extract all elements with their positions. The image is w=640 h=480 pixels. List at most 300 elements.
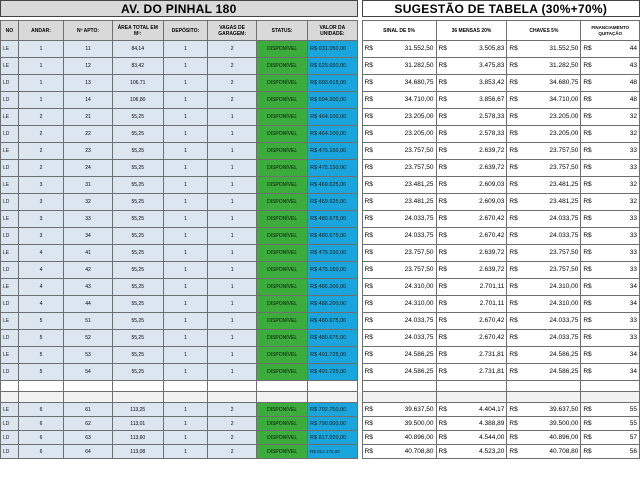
cell-financ[interactable]	[581, 417, 640, 431]
cell-valor[interactable]: R$ 475.150,00	[308, 245, 357, 262]
cell-mensais[interactable]	[436, 279, 507, 296]
cell-deposito[interactable]: 1	[163, 245, 207, 262]
cell-mensais[interactable]	[436, 143, 507, 160]
cell-vagas[interactable]: 1	[208, 296, 257, 313]
cell-mensais[interactable]	[436, 177, 507, 194]
cell-sinal[interactable]	[362, 445, 436, 459]
cell-deposito[interactable]: 1	[163, 403, 207, 417]
cell-sinal[interactable]	[362, 92, 436, 109]
cell-vagas[interactable]: 2	[208, 58, 257, 75]
cell-side[interactable]: LD	[1, 364, 19, 381]
cell-chaves[interactable]	[507, 126, 581, 143]
cell-chaves[interactable]	[507, 143, 581, 160]
cell-apto[interactable]: 24	[64, 160, 112, 177]
cell-mensais[interactable]	[436, 41, 507, 58]
cell-status[interactable]: DISPONÍVEL	[257, 160, 308, 177]
cell-mensais[interactable]	[436, 347, 507, 364]
cell-mensais[interactable]	[436, 109, 507, 126]
cell-apto[interactable]: 63	[64, 431, 112, 445]
cell-deposito[interactable]: 1	[163, 92, 207, 109]
cell-andar[interactable]: 2	[18, 126, 64, 143]
cell-vagas[interactable]: 1	[208, 262, 257, 279]
cell-valor[interactable]: R$ 694.200,00	[308, 92, 357, 109]
cell-apto[interactable]: 13	[64, 75, 112, 92]
cell-financ[interactable]	[581, 431, 640, 445]
cell-financ[interactable]	[581, 194, 640, 211]
cell-chaves[interactable]	[507, 75, 581, 92]
cell-status[interactable]: DISPONÍVEL	[257, 58, 308, 75]
cell-side[interactable]: LE	[1, 143, 19, 160]
cell-vagas[interactable]: 2	[208, 41, 257, 58]
cell-deposito[interactable]: 1	[163, 445, 207, 459]
header-vagas[interactable]: VAGAS DE GARAGEM:	[208, 21, 257, 41]
cell-financ[interactable]	[581, 403, 640, 417]
cell-valor[interactable]: R$ 480.675,00	[308, 228, 357, 245]
cell-apto[interactable]: 61	[64, 403, 112, 417]
cell-status[interactable]: DISPONÍVEL	[257, 75, 308, 92]
cell-financ[interactable]	[581, 177, 640, 194]
cell-valor[interactable]: R$ 480.675,00	[308, 211, 357, 228]
cell-deposito[interactable]: 1	[163, 431, 207, 445]
cell-vagas[interactable]: 1	[208, 279, 257, 296]
cell-andar[interactable]: 6	[18, 403, 64, 417]
cell-andar[interactable]: 1	[18, 58, 64, 75]
cell-status[interactable]: DISPONÍVEL	[257, 228, 308, 245]
header-apto[interactable]: Nº APTO:	[64, 21, 112, 41]
cell-andar[interactable]: 5	[18, 364, 64, 381]
cell-side[interactable]: LD	[1, 160, 19, 177]
cell-mensais[interactable]	[436, 262, 507, 279]
cell-apto[interactable]: 11	[64, 41, 112, 58]
cell-apto[interactable]: 12	[64, 58, 112, 75]
cell-sinal[interactable]	[362, 296, 436, 313]
cell-chaves[interactable]	[507, 194, 581, 211]
cell-valor[interactable]: R$ 464.100,00	[308, 109, 357, 126]
cell-area[interactable]: 83,42	[112, 58, 163, 75]
cell-andar[interactable]: 2	[18, 160, 64, 177]
cell-sinal[interactable]	[362, 313, 436, 330]
cell-status[interactable]: DISPONÍVEL	[257, 417, 308, 431]
cell-valor[interactable]: R$ 475.150,00	[308, 160, 357, 177]
cell-status[interactable]: DISPONÍVEL	[257, 245, 308, 262]
cell-status[interactable]: DISPONÍVEL	[257, 364, 308, 381]
cell-apto[interactable]: 52	[64, 330, 112, 347]
cell-vagas[interactable]: 1	[208, 143, 257, 160]
cell-chaves[interactable]	[507, 109, 581, 126]
cell-mensais[interactable]	[436, 431, 507, 445]
cell-area[interactable]: 113,60	[112, 431, 163, 445]
cell-area[interactable]: 55,25	[112, 330, 163, 347]
cell-chaves[interactable]	[507, 445, 581, 459]
cell-financ[interactable]	[581, 160, 640, 177]
cell-andar[interactable]: 3	[18, 211, 64, 228]
header-col0[interactable]: NO	[1, 21, 19, 41]
header-valor[interactable]: VALOR DA UNIDADE:	[308, 21, 357, 41]
cell-sinal[interactable]	[362, 41, 436, 58]
cell-financ[interactable]	[581, 296, 640, 313]
cell-financ[interactable]	[581, 211, 640, 228]
header-mensais[interactable]: 36 MENSAS 20%	[436, 21, 507, 41]
cell-financ[interactable]	[581, 75, 640, 92]
cell-deposito[interactable]: 1	[163, 126, 207, 143]
cell-sinal[interactable]	[362, 417, 436, 431]
cell-vagas[interactable]: 1	[208, 194, 257, 211]
cell-mensais[interactable]	[436, 211, 507, 228]
cell-sinal[interactable]	[362, 262, 436, 279]
cell-area[interactable]: 106,80	[112, 92, 163, 109]
cell-andar[interactable]: 2	[18, 143, 64, 160]
cell-status[interactable]: DISPONÍVEL	[257, 330, 308, 347]
cell-side[interactable]: LE	[1, 41, 19, 58]
cell-deposito[interactable]: 1	[163, 417, 207, 431]
cell-chaves[interactable]	[507, 431, 581, 445]
cell-area[interactable]: 55,25	[112, 160, 163, 177]
cell-side[interactable]: LD	[1, 445, 19, 459]
cell-area[interactable]: 55,25	[112, 279, 163, 296]
cell-financ[interactable]	[581, 262, 640, 279]
cell-valor[interactable]: R$ 475.150,00	[308, 262, 357, 279]
cell-financ[interactable]	[581, 92, 640, 109]
cell-deposito[interactable]: 1	[163, 194, 207, 211]
cell-side[interactable]: LD	[1, 431, 19, 445]
cell-status[interactable]: DISPONÍVEL	[257, 41, 308, 58]
cell-vagas[interactable]: 2	[208, 431, 257, 445]
cell-deposito[interactable]: 1	[163, 143, 207, 160]
cell-side[interactable]: LD	[1, 417, 19, 431]
cell-andar[interactable]: 4	[18, 279, 64, 296]
cell-mensais[interactable]	[436, 194, 507, 211]
cell-apto[interactable]: 42	[64, 262, 112, 279]
cell-deposito[interactable]: 1	[163, 347, 207, 364]
cell-financ[interactable]	[581, 58, 640, 75]
cell-side[interactable]: LE	[1, 109, 19, 126]
cell-valor[interactable]: R$ 480.675,00	[308, 330, 357, 347]
header-chaves[interactable]: CHAVES 5%	[507, 21, 581, 41]
cell-area[interactable]: 55,25	[112, 245, 163, 262]
cell-valor[interactable]: R$ 464.100,00	[308, 126, 357, 143]
cell-mensais[interactable]	[436, 417, 507, 431]
cell-side[interactable]: LE	[1, 347, 19, 364]
cell-vagas[interactable]: 2	[208, 445, 257, 459]
cell-financ[interactable]	[581, 109, 640, 126]
cell-deposito[interactable]: 1	[163, 330, 207, 347]
cell-chaves[interactable]	[507, 228, 581, 245]
cell-sinal[interactable]	[362, 330, 436, 347]
header-area[interactable]: ÁREA TOTAL EM M²:	[112, 21, 163, 41]
cell-andar[interactable]: 4	[18, 245, 64, 262]
cell-vagas[interactable]: 1	[208, 211, 257, 228]
cell-valor[interactable]: R$ 486.200,00	[308, 296, 357, 313]
cell-chaves[interactable]	[507, 58, 581, 75]
cell-financ[interactable]	[581, 41, 640, 58]
cell-deposito[interactable]: 1	[163, 296, 207, 313]
cell-apto[interactable]: 14	[64, 92, 112, 109]
cell-chaves[interactable]	[507, 279, 581, 296]
cell-side[interactable]: LE	[1, 313, 19, 330]
cell-side[interactable]: LE	[1, 245, 19, 262]
cell-valor[interactable]: R$ 790.000,00	[308, 417, 357, 431]
cell-apto[interactable]: 22	[64, 126, 112, 143]
cell-mensais[interactable]	[436, 160, 507, 177]
cell-vagas[interactable]: 2	[208, 92, 257, 109]
cell-deposito[interactable]: 1	[163, 313, 207, 330]
cell-financ[interactable]	[581, 364, 640, 381]
cell-valor[interactable]: R$ 625.650,00	[308, 58, 357, 75]
cell-vagas[interactable]: 2	[208, 75, 257, 92]
cell-andar[interactable]: 5	[18, 347, 64, 364]
cell-deposito[interactable]: 1	[163, 41, 207, 58]
cell-status[interactable]: DISPONÍVEL	[257, 296, 308, 313]
cell-financ[interactable]	[581, 279, 640, 296]
cell-vagas[interactable]: 1	[208, 364, 257, 381]
cell-apto[interactable]: 33	[64, 211, 112, 228]
cell-side[interactable]: LD	[1, 92, 19, 109]
header-status[interactable]: STATUS:	[257, 21, 308, 41]
cell-andar[interactable]: 6	[18, 445, 64, 459]
cell-apto[interactable]: 34	[64, 228, 112, 245]
cell-financ[interactable]	[581, 313, 640, 330]
cell-vagas[interactable]: 1	[208, 126, 257, 143]
cell-area[interactable]: 84,14	[112, 41, 163, 58]
cell-sinal[interactable]	[362, 245, 436, 262]
cell-vagas[interactable]: 1	[208, 228, 257, 245]
cell-apto[interactable]: 53	[64, 347, 112, 364]
cell-apto[interactable]: 31	[64, 177, 112, 194]
cell-chaves[interactable]	[507, 177, 581, 194]
cell-andar[interactable]: 5	[18, 330, 64, 347]
cell-andar[interactable]: 3	[18, 228, 64, 245]
cell-vagas[interactable]: 1	[208, 160, 257, 177]
cell-sinal[interactable]	[362, 160, 436, 177]
cell-valor[interactable]: R$ 491.725,00	[308, 364, 357, 381]
cell-mensais[interactable]	[436, 126, 507, 143]
cell-chaves[interactable]	[507, 347, 581, 364]
cell-chaves[interactable]	[507, 313, 581, 330]
cell-side[interactable]: LE	[1, 403, 19, 417]
cell-side[interactable]: LE	[1, 211, 19, 228]
cell-valor[interactable]: R$ 693.615,00	[308, 75, 357, 92]
cell-valor[interactable]: R$ 480.675,00	[308, 313, 357, 330]
cell-area[interactable]: 55,25	[112, 313, 163, 330]
cell-status[interactable]: DISPONÍVEL	[257, 279, 308, 296]
cell-sinal[interactable]	[362, 347, 436, 364]
cell-chaves[interactable]	[507, 417, 581, 431]
cell-valor[interactable]: R$ 814.176,00	[308, 445, 357, 459]
cell-vagas[interactable]: 2	[208, 403, 257, 417]
cell-sinal[interactable]	[362, 279, 436, 296]
cell-vagas[interactable]: 2	[208, 417, 257, 431]
cell-mensais[interactable]	[436, 58, 507, 75]
cell-status[interactable]: DISPONÍVEL	[257, 347, 308, 364]
cell-area[interactable]: 55,25	[112, 143, 163, 160]
cell-chaves[interactable]	[507, 41, 581, 58]
cell-deposito[interactable]: 1	[163, 279, 207, 296]
cell-andar[interactable]: 6	[18, 431, 64, 445]
cell-sinal[interactable]	[362, 177, 436, 194]
cell-apto[interactable]: 21	[64, 109, 112, 126]
cell-deposito[interactable]: 1	[163, 58, 207, 75]
cell-mensais[interactable]	[436, 445, 507, 459]
cell-financ[interactable]	[581, 126, 640, 143]
cell-vagas[interactable]: 1	[208, 330, 257, 347]
cell-area[interactable]: 55,25	[112, 262, 163, 279]
cell-financ[interactable]	[581, 445, 640, 459]
cell-mensais[interactable]	[436, 245, 507, 262]
cell-andar[interactable]: 1	[18, 75, 64, 92]
cell-apto[interactable]: 64	[64, 445, 112, 459]
cell-side[interactable]: LD	[1, 75, 19, 92]
cell-deposito[interactable]: 1	[163, 75, 207, 92]
cell-andar[interactable]: 6	[18, 417, 64, 431]
cell-chaves[interactable]	[507, 245, 581, 262]
cell-andar[interactable]: 1	[18, 41, 64, 58]
cell-sinal[interactable]	[362, 194, 436, 211]
cell-financ[interactable]	[581, 245, 640, 262]
cell-status[interactable]: DISPONÍVEL	[257, 92, 308, 109]
cell-valor[interactable]: R$ 817.920,00	[308, 431, 357, 445]
cell-vagas[interactable]: 1	[208, 313, 257, 330]
cell-area[interactable]: 106,71	[112, 75, 163, 92]
cell-mensais[interactable]	[436, 75, 507, 92]
cell-status[interactable]: DISPONÍVEL	[257, 262, 308, 279]
cell-deposito[interactable]: 1	[163, 109, 207, 126]
cell-deposito[interactable]: 1	[163, 364, 207, 381]
cell-apto[interactable]: 54	[64, 364, 112, 381]
cell-sinal[interactable]	[362, 75, 436, 92]
cell-side[interactable]: LE	[1, 58, 19, 75]
cell-apto[interactable]: 41	[64, 245, 112, 262]
cell-valor[interactable]: R$ 469.625,00	[308, 194, 357, 211]
cell-side[interactable]: LD	[1, 194, 19, 211]
cell-vagas[interactable]: 1	[208, 109, 257, 126]
cell-apto[interactable]: 44	[64, 296, 112, 313]
cell-sinal[interactable]	[362, 364, 436, 381]
cell-area[interactable]: 113,01	[112, 417, 163, 431]
cell-chaves[interactable]	[507, 160, 581, 177]
cell-area[interactable]: 55,25	[112, 347, 163, 364]
cell-financ[interactable]	[581, 347, 640, 364]
cell-deposito[interactable]: 1	[163, 211, 207, 228]
cell-deposito[interactable]: 1	[163, 160, 207, 177]
cell-status[interactable]: DISPONÍVEL	[257, 431, 308, 445]
cell-apto[interactable]: 32	[64, 194, 112, 211]
cell-financ[interactable]	[581, 143, 640, 160]
cell-status[interactable]: DISPONÍVEL	[257, 445, 308, 459]
cell-sinal[interactable]	[362, 109, 436, 126]
cell-mensais[interactable]	[436, 364, 507, 381]
cell-financ[interactable]	[581, 330, 640, 347]
cell-side[interactable]: LD	[1, 126, 19, 143]
header-sinal[interactable]: SINAL DE 5%	[362, 21, 436, 41]
cell-andar[interactable]: 2	[18, 109, 64, 126]
cell-valor[interactable]: R$ 475.150,00	[308, 143, 357, 160]
cell-deposito[interactable]: 1	[163, 228, 207, 245]
cell-area[interactable]: 113,08	[112, 445, 163, 459]
cell-mensais[interactable]	[436, 330, 507, 347]
cell-area[interactable]: 55,25	[112, 228, 163, 245]
cell-sinal[interactable]	[362, 126, 436, 143]
cell-vagas[interactable]: 1	[208, 177, 257, 194]
cell-sinal[interactable]	[362, 58, 436, 75]
cell-status[interactable]: DISPONÍVEL	[257, 403, 308, 417]
cell-valor[interactable]: R$ 491.725,00	[308, 347, 357, 364]
cell-side[interactable]: LD	[1, 296, 19, 313]
cell-chaves[interactable]	[507, 403, 581, 417]
cell-sinal[interactable]	[362, 403, 436, 417]
header-financiamento[interactable]: FINANCIAMENTO QUITAÇÃO	[581, 21, 640, 41]
cell-sinal[interactable]	[362, 211, 436, 228]
cell-apto[interactable]: 43	[64, 279, 112, 296]
cell-sinal[interactable]	[362, 431, 436, 445]
cell-status[interactable]: DISPONÍVEL	[257, 194, 308, 211]
cell-chaves[interactable]	[507, 92, 581, 109]
cell-valor[interactable]: R$ 469.625,00	[308, 177, 357, 194]
cell-financ[interactable]	[581, 228, 640, 245]
cell-status[interactable]: DISPONÍVEL	[257, 126, 308, 143]
cell-status[interactable]: DISPONÍVEL	[257, 177, 308, 194]
cell-status[interactable]: DISPONÍVEL	[257, 211, 308, 228]
cell-chaves[interactable]	[507, 364, 581, 381]
cell-sinal[interactable]	[362, 228, 436, 245]
cell-area[interactable]: 55,25	[112, 194, 163, 211]
cell-chaves[interactable]	[507, 262, 581, 279]
cell-side[interactable]: LE	[1, 279, 19, 296]
cell-status[interactable]: DISPONÍVEL	[257, 143, 308, 160]
cell-apto[interactable]: 23	[64, 143, 112, 160]
cell-area[interactable]: 55,25	[112, 126, 163, 143]
cell-vagas[interactable]: 1	[208, 347, 257, 364]
header-deposito[interactable]: DEPÓSITO:	[163, 21, 207, 41]
cell-andar[interactable]: 3	[18, 194, 64, 211]
cell-chaves[interactable]	[507, 330, 581, 347]
cell-vagas[interactable]: 1	[208, 245, 257, 262]
header-andar[interactable]: ANDAR:	[18, 21, 64, 41]
cell-sinal[interactable]	[362, 143, 436, 160]
cell-deposito[interactable]: 1	[163, 177, 207, 194]
cell-area[interactable]: 55,25	[112, 211, 163, 228]
cell-mensais[interactable]	[436, 403, 507, 417]
cell-area[interactable]: 55,25	[112, 364, 163, 381]
cell-status[interactable]: DISPONÍVEL	[257, 313, 308, 330]
cell-valor[interactable]: R$ 486.200,00	[308, 279, 357, 296]
cell-apto[interactable]: 51	[64, 313, 112, 330]
cell-side[interactable]: LD	[1, 262, 19, 279]
cell-area[interactable]: 55,25	[112, 177, 163, 194]
cell-side[interactable]: LE	[1, 177, 19, 194]
cell-area[interactable]: 55,25	[112, 109, 163, 126]
cell-andar[interactable]: 3	[18, 177, 64, 194]
cell-valor[interactable]: R$ 792.750,00	[308, 403, 357, 417]
cell-mensais[interactable]	[436, 313, 507, 330]
cell-mensais[interactable]	[436, 228, 507, 245]
cell-mensais[interactable]	[436, 296, 507, 313]
cell-apto[interactable]: 62	[64, 417, 112, 431]
cell-area[interactable]: 113,25	[112, 403, 163, 417]
cell-chaves[interactable]	[507, 211, 581, 228]
cell-side[interactable]: LD	[1, 330, 19, 347]
cell-deposito[interactable]: 1	[163, 262, 207, 279]
cell-chaves[interactable]	[507, 296, 581, 313]
cell-andar[interactable]: 5	[18, 313, 64, 330]
cell-mensais[interactable]	[436, 92, 507, 109]
cell-andar[interactable]: 1	[18, 92, 64, 109]
cell-area[interactable]: 55,25	[112, 296, 163, 313]
cell-valor[interactable]: R$ 631.050,00	[308, 41, 357, 58]
cell-side[interactable]: LD	[1, 228, 19, 245]
cell-status[interactable]: DISPONÍVEL	[257, 109, 308, 126]
cell-andar[interactable]: 4	[18, 262, 64, 279]
cell-andar[interactable]: 4	[18, 296, 64, 313]
